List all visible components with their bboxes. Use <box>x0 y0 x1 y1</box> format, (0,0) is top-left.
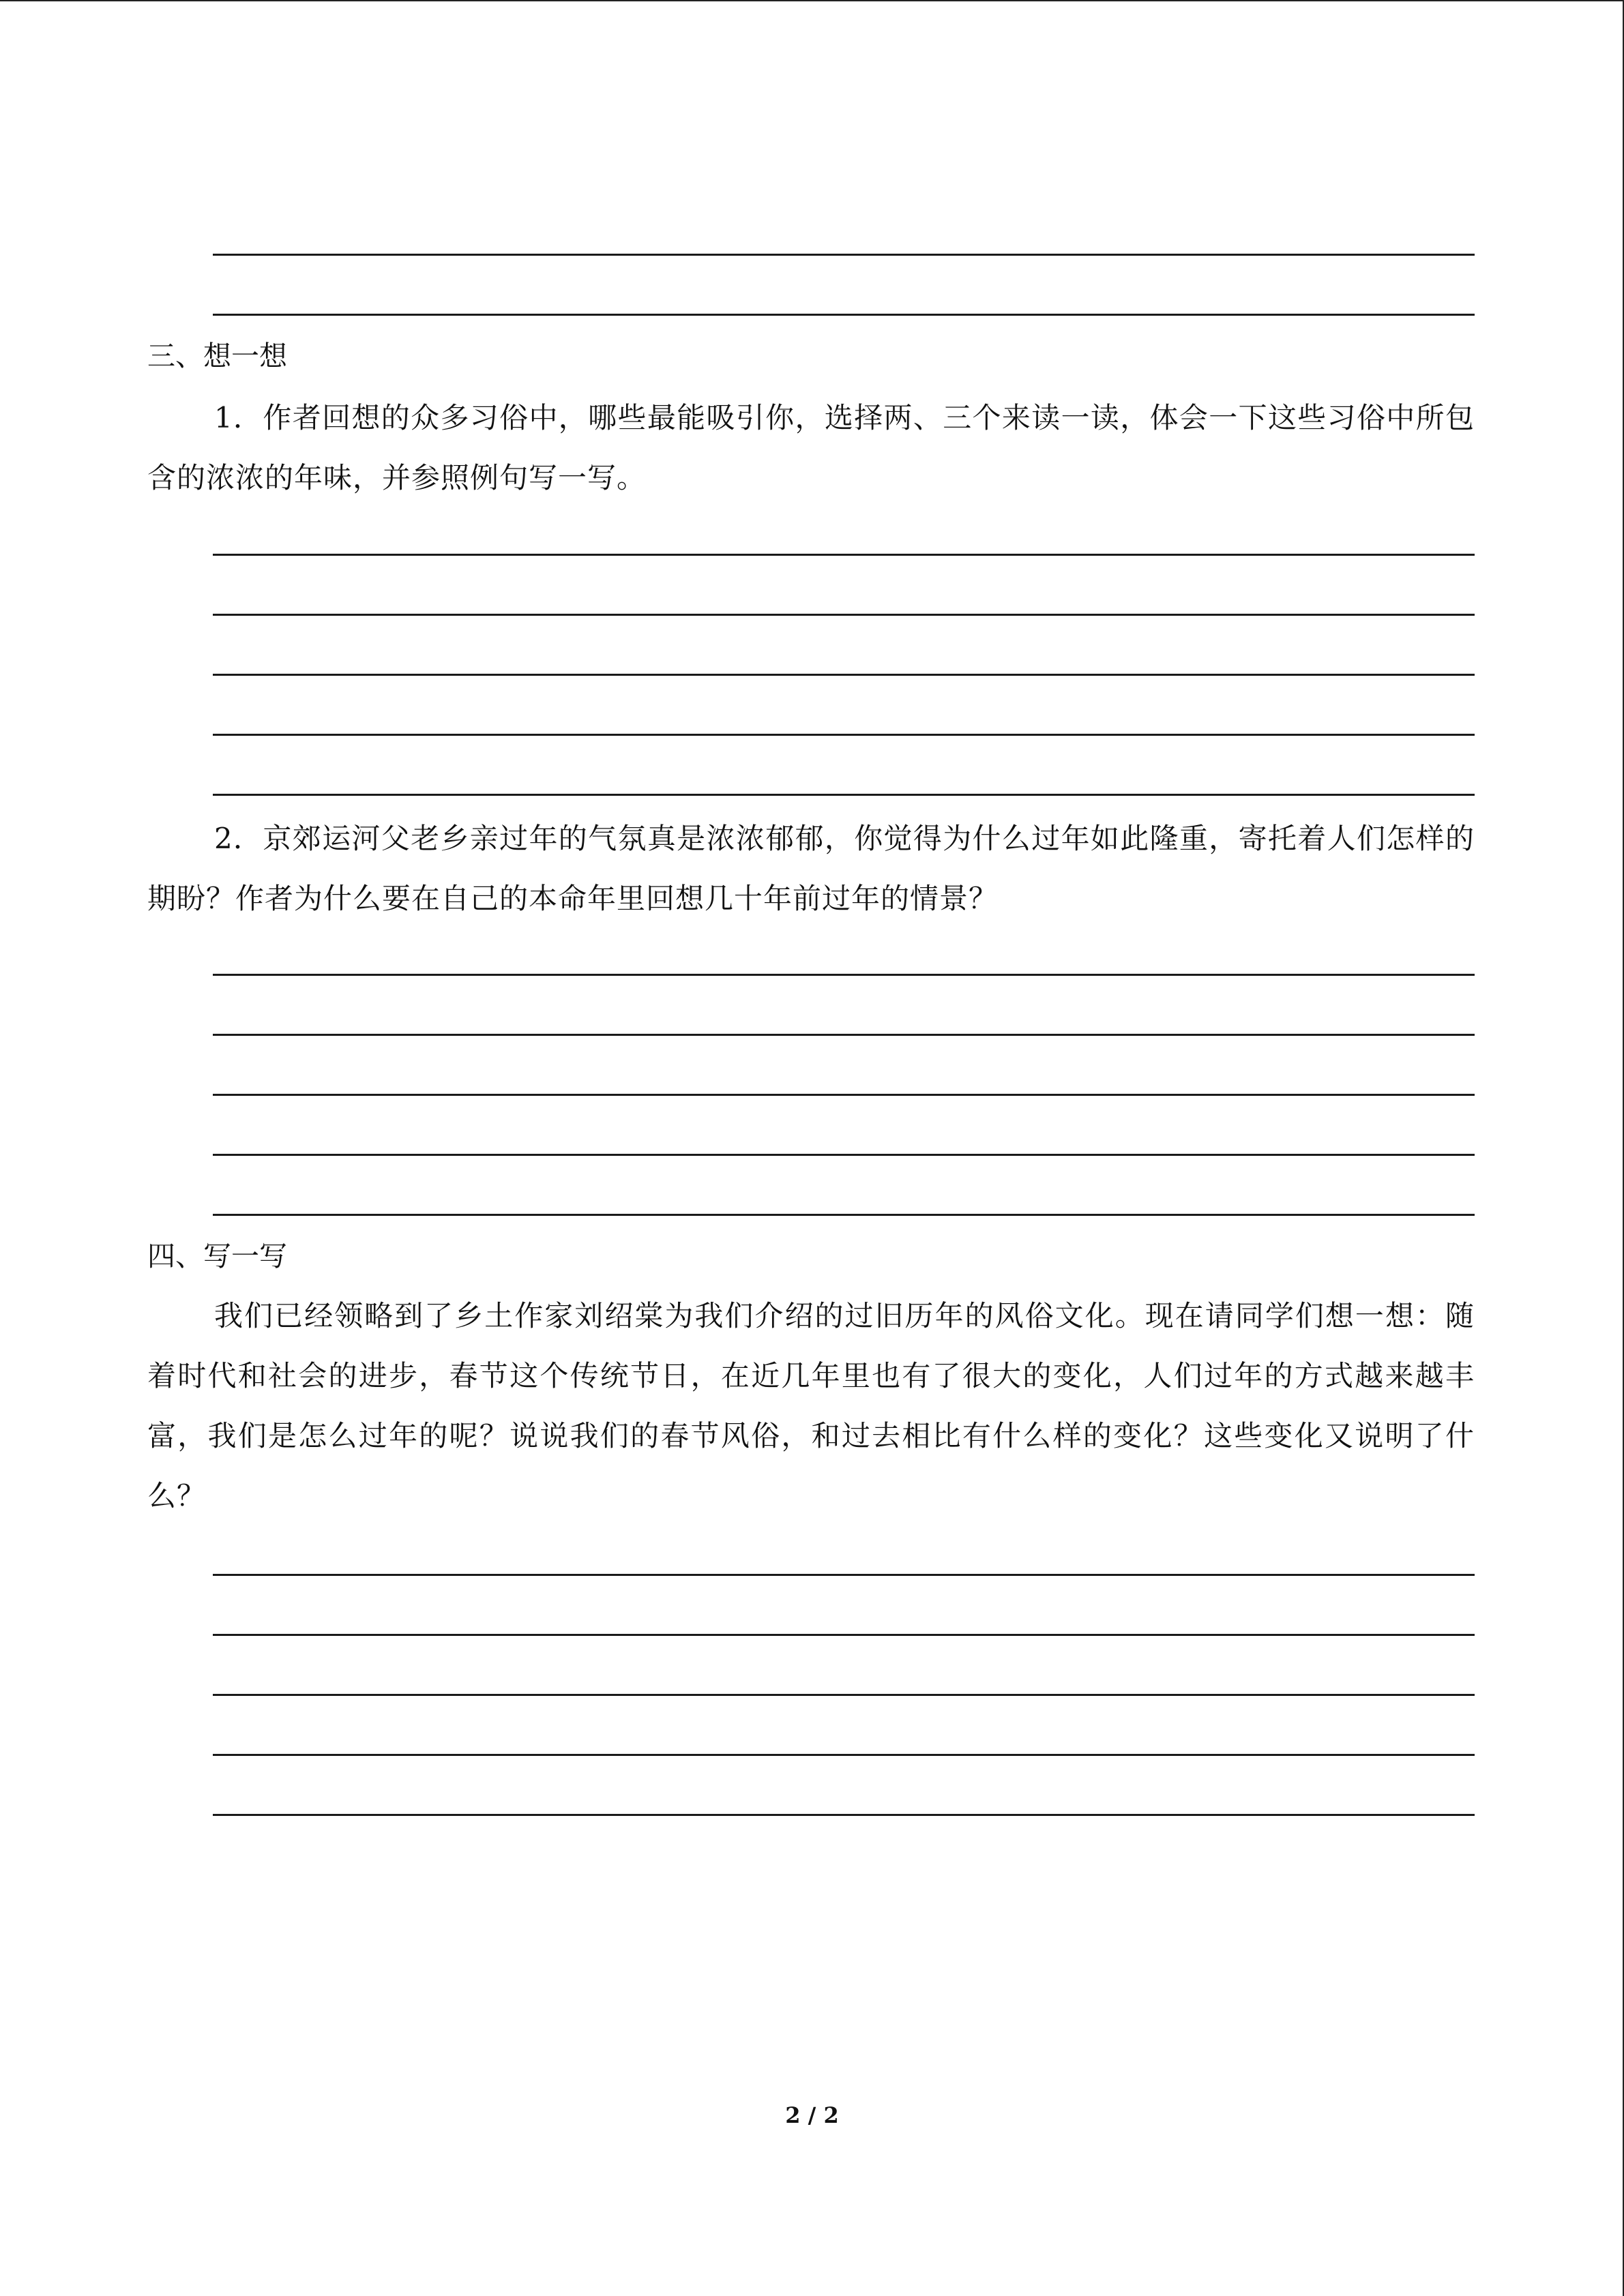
writing-prompt-text: 我们已经领略到了乡土作家刘绍棠为我们介绍的过旧历年的风俗文化。现在请同学们想一想：随着时代和社会的进步，春节这个传统节日，在近几年里也有了很大的变化，人们过年的方式越来越丰富，我们是怎么过年的呢？说说我们的春节风俗，和过去相比有什么样的变化？这些变化又说明了什么？ <box>147 1299 1475 1512</box>
answer-line[interactable] <box>213 1034 1475 1036</box>
answer-line[interactable] <box>213 794 1475 796</box>
answer-line[interactable] <box>213 1574 1475 1576</box>
answer-line[interactable] <box>213 734 1475 736</box>
answer-line[interactable] <box>213 1814 1475 1816</box>
answer-line[interactable] <box>213 1754 1475 1756</box>
answer-line[interactable] <box>213 1214 1475 1216</box>
answer-line[interactable] <box>213 1094 1475 1096</box>
answer-line[interactable] <box>213 614 1475 616</box>
answer-line[interactable] <box>213 554 1475 556</box>
answer-line[interactable] <box>213 1634 1475 1636</box>
question-2-text: 2．京郊运河父老乡亲过年的气氛真是浓浓郁郁，你觉得为什么过年如此隆重，寄托着人们怎样的期盼？作者为什么要在自己的本命年里回想几十年前过年的情景？ <box>147 822 1475 915</box>
answer-line[interactable] <box>213 674 1475 676</box>
answer-line[interactable] <box>213 974 1475 976</box>
section-3-heading: 三、想一想 <box>147 340 287 372</box>
answer-line[interactable] <box>213 254 1475 256</box>
section-4-heading: 四、写一写 <box>147 1240 287 1272</box>
page-number: 2 / 2 <box>785 2102 839 2128</box>
question-1-text: 1．作者回想的众多习俗中，哪些最能吸引你，选择两、三个来读一读，体会一下这些习俗中所包含的浓浓的年味，并参照例句写一写。 <box>147 401 1475 494</box>
answer-line[interactable] <box>213 314 1475 316</box>
answer-line[interactable] <box>213 1154 1475 1156</box>
answer-line[interactable] <box>213 1694 1475 1696</box>
